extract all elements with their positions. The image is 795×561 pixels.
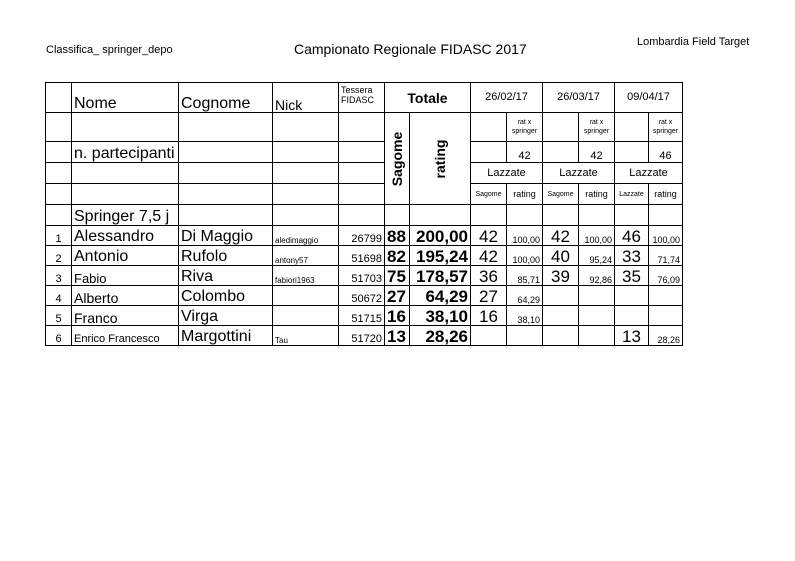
round-1-rating: 85,71 [507,266,543,286]
round-3-sagome [615,306,649,326]
nickname: antony57 [273,246,339,266]
round-1-rat-line2: springer [511,128,538,135]
round-2-sagome [543,286,579,306]
last-name: Riva [179,266,273,286]
round-2-rat-line1: rat x [589,118,604,126]
total-sagome: 82 [385,246,410,266]
col-tessera-line1: Tessera [341,85,373,95]
sheet-title-right: Lombardia Field Target [637,36,750,48]
tessera: 50672 [339,286,385,306]
col-sagome-label: Sagome [389,131,405,186]
round-3-sagome-label: Lazzate [615,184,649,205]
total-sagome: 88 [385,226,410,246]
last-name: Rufolo [179,246,273,266]
round-1-rating: 38,10 [507,306,543,326]
round-3-rating: 76,09 [649,266,683,286]
round-3-partecipanti: 46 [649,142,683,163]
position: 1 [46,226,72,246]
round-3-rating-label: rating [649,184,683,205]
tessera: 51715 [339,306,385,326]
total-rating: 38,10 [410,306,471,326]
round-3-rating: 100,00 [649,226,683,246]
round-3-rating [649,306,683,326]
total-sagome: 75 [385,266,410,286]
round-1-sagome: 27 [471,286,507,306]
table-row [46,266,683,286]
tessera: 51720 [339,326,385,346]
round-2-sagome: 40 [543,246,579,266]
nickname: fabiori1963 [273,266,339,286]
first-name: Franco [72,306,179,326]
round-3-sagome [615,286,649,306]
round-3-rat-line1: rat x [658,118,673,126]
place-row [46,163,683,184]
col-nome: Nome [72,83,179,113]
total-rating: 178,57 [410,266,471,286]
tessera: 26799 [339,226,385,246]
round-1-rating: 100,00 [507,246,543,266]
first-name: Alberto [72,286,179,306]
round-2-rating [579,286,615,306]
player-rows [46,226,683,346]
round-1-rating-label: rating [507,184,543,205]
col-rating-label: rating [432,139,448,178]
round-3-sagome: 13 [615,326,649,346]
round-3-place: Lazzate [615,163,683,184]
round-1-sagome: 42 [471,226,507,246]
table-row [46,306,683,326]
tessera: 51698 [339,246,385,266]
round-2-rating [579,326,615,346]
sheet-title-center: Campionato Regionale FIDASC 2017 [294,41,527,57]
round-1-rating: 100,00 [507,226,543,246]
round-1-sagome [471,326,507,346]
col-tessera-line2: FIDASC [341,95,375,106]
total-rating: 200,00 [410,226,471,246]
round-2-rating: 100,00 [579,226,615,246]
position: 2 [46,246,72,266]
sheet-title-left: Classifica_ springer_depo [46,44,173,56]
round-2-partecipanti: 42 [579,142,615,163]
round-1-sagome: 42 [471,246,507,266]
round-2-rating [579,306,615,326]
round-3-rating [649,286,683,306]
round-2-sagome: 42 [543,226,579,246]
round-2-rat [579,113,615,142]
total-sagome: 16 [385,306,410,326]
total-rating: 195,24 [410,246,471,266]
round-1-sagome: 36 [471,266,507,286]
last-name: Margottini [179,326,273,346]
round-2-date: 26/03/17 [543,83,615,113]
col-tessera [339,83,385,113]
round-3-sagome: 35 [615,266,649,286]
tessera: 51703 [339,266,385,286]
category-row [46,205,683,226]
round-3-sagome: 46 [615,226,649,246]
last-name: Di Maggio [179,226,273,246]
round-2-rating: 92,86 [579,266,615,286]
table-row [46,326,683,346]
round-1-rat [507,113,543,142]
first-name: Alessandro [72,226,179,246]
round-2-rating: 95,24 [579,246,615,266]
col-sagome [385,113,410,205]
table-row [46,246,683,266]
position: 3 [46,266,72,286]
round-3-rating: 71,74 [649,246,683,266]
round-2-sagome: 39 [543,266,579,286]
col-rating [410,113,471,205]
table-row [46,286,683,306]
round-2-rat-line2: springer [583,128,610,135]
total-sagome: 27 [385,286,410,306]
round-1-rat-line1: rat x [517,118,532,126]
first-name: Fabio [72,266,179,286]
ranking-table [45,82,683,346]
total-rating: 64,29 [410,286,471,306]
round-1-sagome-label: Sagome [471,184,507,205]
position: 5 [46,306,72,326]
round-1-place: Lazzate [471,163,543,184]
position: 4 [46,286,72,306]
round-1-date: 26/02/17 [471,83,543,113]
category-label: Springer 7,5 j [72,205,179,226]
first-name: Enrico Francesco [72,326,179,346]
nickname [273,286,339,306]
last-name: Virga [179,306,273,326]
last-name: Colombo [179,286,273,306]
partecipanti-label: n. partecipanti [72,142,179,163]
round-3-rat-line2: springer [652,128,679,135]
round-3-rat [649,113,683,142]
total-sagome: 13 [385,326,410,346]
position: 6 [46,326,72,346]
round-1-partecipanti: 42 [507,142,543,163]
partecipanti-row [46,142,683,163]
col-nick: Nick [273,83,339,113]
sublabel-row [46,184,683,205]
round-2-rating-label: rating [579,184,615,205]
round-2-sagome-label: Sagome [543,184,579,205]
col-totale: Totale [385,83,471,113]
round-2-sagome [543,306,579,326]
round-2-place: Lazzate [543,163,615,184]
first-name: Antonio [72,246,179,266]
round-1-rating [507,326,543,346]
round-2-sagome [543,326,579,346]
round-3-date: 09/04/17 [615,83,683,113]
cell-empty [46,83,72,113]
round-3-sagome: 33 [615,246,649,266]
total-rating: 28,26 [410,326,471,346]
header-row [46,83,683,113]
round-1-rating: 64,29 [507,286,543,306]
round-3-rating: 28,26 [649,326,683,346]
round-1-sagome: 16 [471,306,507,326]
col-cognome: Cognome [179,83,273,113]
nickname: Tau [273,326,339,346]
nickname [273,306,339,326]
table-row [46,226,683,246]
rat-row [46,113,683,142]
nickname: aledimaggio [273,226,339,246]
